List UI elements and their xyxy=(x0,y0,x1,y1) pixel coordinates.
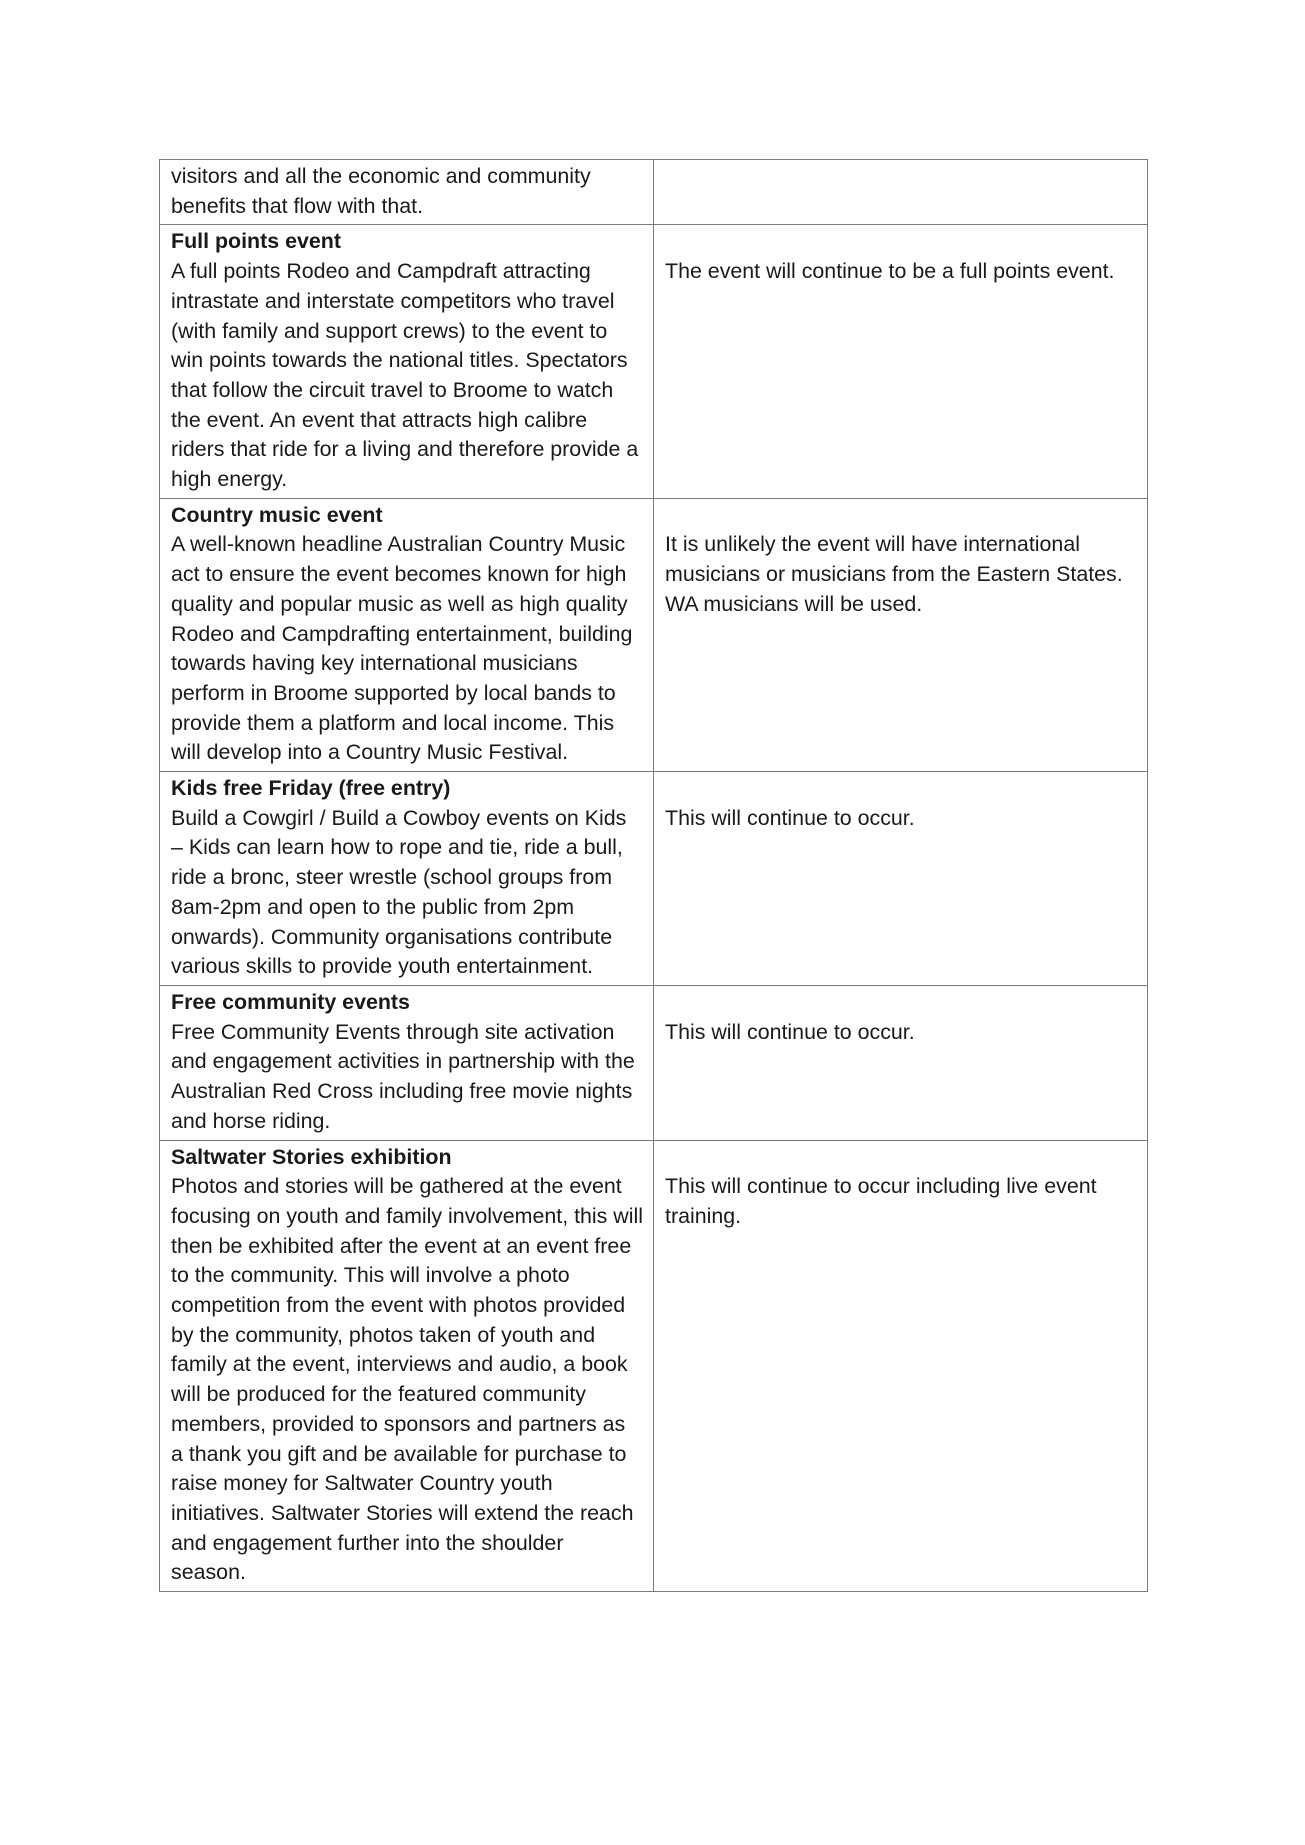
table-row xyxy=(160,772,1148,986)
event-description-cell xyxy=(160,1140,654,1592)
event-status-cell xyxy=(654,1140,1148,1592)
event-description: Build a Cowgirl / Build a Cowboy events on Kids – Kids can learn how to rope and tie, ride a bull, ride a bronc, steer wrestle (school groups from 8am-2pm and open to the public from 2pm onwards). Community organisations contribute various skills to provide youth entertainment. xyxy=(171,805,627,979)
event-description: A well-known headline Australian Country Music act to ensure the event becomes known for high quality and popular music as well as high quality Rodeo and Campdrafting entertainment, building towards having key international musicians perform in Broome supported by local bands to provide them a platform and local income. This will develop into a Country Music Festival. xyxy=(171,532,633,765)
event-status-cell xyxy=(654,160,1148,225)
event-heading: Saltwater Stories exhibition xyxy=(171,1144,452,1169)
table-row xyxy=(160,498,1148,771)
event-heading: Kids free Friday (free entry) xyxy=(171,776,451,801)
table-row xyxy=(160,160,1148,225)
event-status-cell xyxy=(654,772,1148,986)
event-heading: Country music event xyxy=(171,502,383,527)
event-status: The event will continue to be a full points event. xyxy=(665,259,1115,284)
event-description: visitors and all the economic and community benefits that flow with that. xyxy=(171,164,591,218)
event-status: This will continue to occur including live event training. xyxy=(665,1174,1097,1228)
event-heading: Free community events xyxy=(171,989,410,1014)
table-row xyxy=(160,985,1148,1140)
event-description: Free Community Events through site activation and engagement activities in partnership with the Australian Red Cross including free movie nights and horse riding. xyxy=(171,1019,635,1133)
event-description-cell xyxy=(160,772,654,986)
event-description-cell xyxy=(160,160,654,225)
event-description: A full points Rodeo and Campdraft attracting intrastate and interstate competitors who travel (with family and support crews) to the event to win points towards the national titles. Spectators that follow the circuit travel to Broome to watch the event. An event that attracts high calibre riders that ride for a living and therefore provide a high energy. xyxy=(171,259,639,492)
event-description-cell xyxy=(160,225,654,498)
table-row xyxy=(160,1140,1148,1592)
event-heading: Full points event xyxy=(171,229,341,254)
event-status: This will continue to occur. xyxy=(665,805,915,830)
event-table xyxy=(159,159,1148,1592)
event-status-cell xyxy=(654,498,1148,771)
event-status-cell xyxy=(654,985,1148,1140)
table-row xyxy=(160,225,1148,498)
event-status: This will continue to occur. xyxy=(665,1019,915,1044)
event-status: It is unlikely the event will have international musicians or musicians from the Eastern States. WA musicians will be used. xyxy=(665,532,1123,616)
event-description-cell xyxy=(160,985,654,1140)
event-status-cell xyxy=(654,225,1148,498)
event-description-cell xyxy=(160,498,654,771)
event-description: Photos and stories will be gathered at the event focusing on youth and family involvement, this will then be exhibited after the event at an event free to the community. This will involve a photo competition from the event with photos provided by the community, photos taken of youth and family at the event, interviews and audio, a book will be produced for the featured community members, provided to sponsors and partners as a thank you gift and be available for purchase to raise money for Saltwater Country youth initiatives. Saltwater Stories will extend the reach and engagement further into the shoulder season. xyxy=(171,1174,644,1585)
